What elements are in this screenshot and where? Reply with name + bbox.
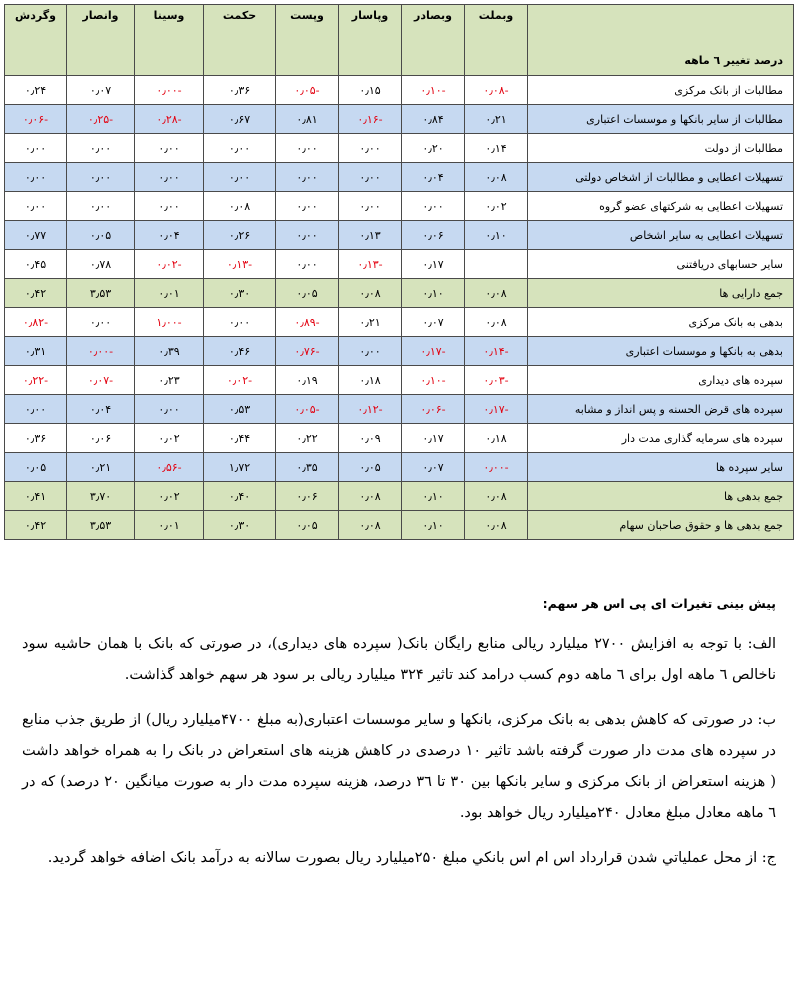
- table-cell: -۰٫۰۸: [465, 76, 528, 105]
- table-cell: ۰٫۲۱: [67, 453, 135, 482]
- table-cell: ۰٫۰۵: [276, 511, 339, 540]
- table-cell: ۰٫۰۸: [204, 192, 276, 221]
- section-heading: پیش بینی تغیرات ای پی اس هر سهم:: [542, 596, 776, 611]
- table-cell: ۰٫۳۵: [276, 453, 339, 482]
- table-row: [5, 134, 794, 163]
- table-cell: ۰٫۳۶: [5, 424, 67, 453]
- table-cell: ۰٫۱۸: [339, 366, 402, 395]
- table-cell: ۰٫۰۶: [276, 482, 339, 511]
- table-cell: ۰٫۱۷: [402, 250, 465, 279]
- table-cell: ۰٫۱۴: [465, 134, 528, 163]
- table-cell: ۰٫۰۰: [67, 192, 135, 221]
- table-cell: -۰٫۱۶: [339, 105, 402, 134]
- table-cell: ۰٫۰۴: [402, 163, 465, 192]
- table-cell: ۰٫۰۰: [135, 134, 204, 163]
- table-cell: -۰٫۰۰: [67, 337, 135, 366]
- table-cell: -۰٫۰۶: [5, 105, 67, 134]
- table-row: [5, 308, 794, 337]
- table-cell: -۰٫۲۸: [135, 105, 204, 134]
- row-label: سپرده های قرض الحسنه و پس انداز و مشابه: [528, 395, 794, 424]
- table-header-row: [5, 5, 794, 76]
- eps-forecast-section: [22, 588, 776, 888]
- table-cell: ۰٫۰۰: [67, 134, 135, 163]
- table-cell: ۳٫۵۳: [67, 279, 135, 308]
- table-cell: ۰٫۶۷: [204, 105, 276, 134]
- table-cell: ۰٫۰۰: [204, 308, 276, 337]
- row-label: جمع بدهی ها و حقوق صاحبان سهام: [528, 511, 794, 540]
- table-row: [5, 163, 794, 192]
- table-cell: -۰٫۷۶: [276, 337, 339, 366]
- table-cell: ۰٫۰۵: [339, 453, 402, 482]
- balance-change-table: [4, 4, 794, 540]
- table-cell: ۰٫۷۸: [67, 250, 135, 279]
- table-cell: ۰٫۰۱: [135, 279, 204, 308]
- table-cell: ۰٫۰۰: [402, 192, 465, 221]
- paragraph-be: ب: در صورتی که کاهش بدهی به بانک مرکزی، بانکها و سایر موسسات اعتباری(به مبلغ ۴۷۰۰میلیارد ریال) از طریق جذب منابع در سپرده های مدت دار صورت گرفته باشد تاثیر ۱۰ درصدی در کاهش هزینه های استعراض در بانک را به همراه خواهد داشت ( هزینه استعراض از بانک مرکزی و سایر بانکها بین ۳۰ تا ۳٦ درصد، هزینه سپرده مدت دار به صورت میانگین ۲۰ درصد) که در ٦ ماهه معادل مبلغ معادل ۲۴۰میلیارد ریال خواهد بود.: [22, 712, 777, 821]
- table-cell: ۰٫۴۴: [204, 424, 276, 453]
- table-cell: -۰٫۰۵: [276, 76, 339, 105]
- table-cell: ۰٫۰۸: [465, 308, 528, 337]
- table-cell: -۰٫۲۲: [5, 366, 67, 395]
- row-label: مطالبات از بانک مرکزی: [528, 76, 794, 105]
- table-cell: ۰٫۴۰: [204, 482, 276, 511]
- table-cell: ۰٫۰۸: [465, 482, 528, 511]
- table-cell: ۰٫۰۰: [5, 192, 67, 221]
- table-cell: ۰٫۰۹: [339, 424, 402, 453]
- column-header: وپست: [276, 5, 339, 76]
- table-cell: ۰٫۰۰: [276, 250, 339, 279]
- table-row: [5, 424, 794, 453]
- row-label: جمع دارایی ها: [528, 279, 794, 308]
- table-cell: ۰٫۰۵: [67, 221, 135, 250]
- table-cell: ۰٫۰۸: [465, 163, 528, 192]
- table-cell: ۰٫۰۰: [135, 192, 204, 221]
- row-label: تسهیلات اعطایی به سایر اشخاص: [528, 221, 794, 250]
- table-cell: -۰٫۰۲: [135, 250, 204, 279]
- table-cell: ۰٫۰۰: [276, 221, 339, 250]
- table-cell: ۰٫۲۳: [135, 366, 204, 395]
- table-cell: -۰٫۱۰: [402, 76, 465, 105]
- table-cell: ۰٫۰۷: [402, 453, 465, 482]
- table-cell: ۰٫۰۰: [339, 134, 402, 163]
- table-cell: -۰٫۰۷: [67, 366, 135, 395]
- table-cell: ۰٫۰۲: [135, 482, 204, 511]
- table-row: [5, 453, 794, 482]
- table-cell: ۰٫۰۸: [339, 482, 402, 511]
- table-cell: ۰٫۳۱: [5, 337, 67, 366]
- table-cell: ۰٫۰۰: [339, 337, 402, 366]
- table-row: [5, 221, 794, 250]
- column-header: وبملت: [465, 5, 528, 76]
- table-cell: ۰٫۲۴: [5, 76, 67, 105]
- table-row: [5, 511, 794, 540]
- table-cell: ۰٫۰۰: [204, 134, 276, 163]
- table-cell: ۰٫۱۰: [465, 221, 528, 250]
- table-cell: ۰٫۸۴: [402, 105, 465, 134]
- table-cell: -۰٫۱۳: [204, 250, 276, 279]
- table-cell: ۰٫۱۷: [402, 424, 465, 453]
- table-cell: ۰٫۰۰: [276, 134, 339, 163]
- paragraph-jim: ج: از محل عملیاتي شدن قرارداد اس ام اس بانکي مبلغ ۲۵۰میلیارد ریال بصورت سالانه به درآمد بانک اضافه خواهد گردید.: [47, 850, 776, 866]
- table-row: [5, 279, 794, 308]
- table-cell: ۰٫۱۰: [402, 511, 465, 540]
- table-cell: -۰٫۲۵: [67, 105, 135, 134]
- table-cell: ۰٫۳۹: [135, 337, 204, 366]
- table-cell: ۰٫۰۰: [67, 308, 135, 337]
- table-cell: ۰٫۰۰: [135, 163, 204, 192]
- paragraph-alef: الف: با توجه به افزایش ۲۷۰۰ میلیارد ریالی منابع رایگان بانک( سپرده های دیداری)، در صورتی که بانک با همان حاشیه سود ناخالص ٦ ماهه اول برای ٦ ماهه دوم کسب درامد کند تاثیر ۳۲۴ میلیارد ریالی بر سود هر سهم خواهد گذاشت.: [22, 636, 776, 683]
- table-cell: ۰٫۰۰: [339, 163, 402, 192]
- table-cell: ۰٫۳۶: [204, 76, 276, 105]
- row-label: سایر حسابهای دریافتنی: [528, 250, 794, 279]
- table-cell: ۰٫۰۲: [465, 192, 528, 221]
- table-cell: ۰٫۰۲: [135, 424, 204, 453]
- table-cell: ۱٫۷۲: [204, 453, 276, 482]
- table-cell: -۰٫۰۵: [276, 395, 339, 424]
- table-cell: ۰٫۴۲: [5, 511, 67, 540]
- table-cell: ۰٫۰۰: [5, 163, 67, 192]
- row-label: مطالبات از دولت: [528, 134, 794, 163]
- table-row: [5, 192, 794, 221]
- table-cell: -۰٫۱۳: [339, 250, 402, 279]
- table-cell: -۰٫۱۴: [465, 337, 528, 366]
- row-label: بدهی به بانکها و موسسات اعتباری: [528, 337, 794, 366]
- table-cell: ۰٫۰۸: [465, 279, 528, 308]
- table-cell: ۰٫۰۰: [339, 192, 402, 221]
- table-cell: ۰٫۸۱: [276, 105, 339, 134]
- table-cell: -۰٫۰۳: [465, 366, 528, 395]
- row-label: جمع بدهی ها: [528, 482, 794, 511]
- table-cell: ۰٫۴۵: [5, 250, 67, 279]
- table-cell: -۰٫۰۲: [204, 366, 276, 395]
- table-cell: ۰٫۰۸: [465, 511, 528, 540]
- table-cell: ۰٫۲۰: [402, 134, 465, 163]
- table-row: [5, 366, 794, 395]
- table-cell: ۰٫۰۰: [67, 163, 135, 192]
- table-cell: -۰٫۸۹: [276, 308, 339, 337]
- table-cell: -۰٫۰۰: [465, 453, 528, 482]
- table-row: [5, 76, 794, 105]
- row-label: تسهیلات اعطایی و مطالبات از اشخاص دولتی: [528, 163, 794, 192]
- table-row: [5, 337, 794, 366]
- table-cell: ۰٫۴۲: [5, 279, 67, 308]
- table-cell: ۰٫۲۲: [276, 424, 339, 453]
- table-cell: ۰٫۲۱: [339, 308, 402, 337]
- column-header: وپاسار: [339, 5, 402, 76]
- table-cell: ۰٫۲۶: [204, 221, 276, 250]
- row-label: سپرده های سرمایه گذاری مدت دار: [528, 424, 794, 453]
- table-cell: ۰٫۰۴: [135, 221, 204, 250]
- row-label: سایر سپرده ها: [528, 453, 794, 482]
- table-cell: ۰٫۱۵: [339, 76, 402, 105]
- table-cell: ۰٫۰۰: [135, 395, 204, 424]
- row-label: تسهیلات اعطایی به شرکتهای عضو گروه: [528, 192, 794, 221]
- table-cell: ۰٫۰۴: [67, 395, 135, 424]
- table-cell: ۰٫۲۱: [465, 105, 528, 134]
- table-cell: ۰٫۰۰: [276, 192, 339, 221]
- table-cell: ۰٫۰۰: [276, 163, 339, 192]
- column-header: وسینا: [135, 5, 204, 76]
- table-cell: ۰٫۰۷: [402, 308, 465, 337]
- row-label: سپرده های دیداری: [528, 366, 794, 395]
- table-cell: ۰٫۰۸: [339, 511, 402, 540]
- column-header: وگردش: [5, 5, 67, 76]
- table-cell: ۰٫۰۷: [67, 76, 135, 105]
- table-cell: ۰٫۴۱: [5, 482, 67, 511]
- table-cell: ۳٫۷۰: [67, 482, 135, 511]
- column-header: حکمت: [204, 5, 276, 76]
- table-cell: -۰٫۱۷: [402, 337, 465, 366]
- table-cell: -۰٫۱۷: [465, 395, 528, 424]
- table-cell: ۰٫۰۰: [204, 163, 276, 192]
- table-cell: ۰٫۳۰: [204, 511, 276, 540]
- table-cell: ۰٫۰۸: [339, 279, 402, 308]
- table-cell: [465, 250, 528, 279]
- row-label: بدهی به بانک مرکزی: [528, 308, 794, 337]
- table-cell: -۰٫۰۰: [135, 76, 204, 105]
- table-cell: -۱٫۰۰: [135, 308, 204, 337]
- table-cell: ۰٫۷۷: [5, 221, 67, 250]
- table-cell: ۰٫۰۶: [402, 221, 465, 250]
- column-header: وانصار: [67, 5, 135, 76]
- table-cell: -۰٫۱۰: [402, 366, 465, 395]
- table-row: [5, 105, 794, 134]
- row-label: مطالبات از سایر بانکها و موسسات اعتباری: [528, 105, 794, 134]
- table-cell: ۰٫۱۳: [339, 221, 402, 250]
- header-title: درصد تغییر ٦ ماهه: [528, 5, 794, 76]
- column-header: وبصادر: [402, 5, 465, 76]
- table-row: [5, 250, 794, 279]
- table-cell: ۰٫۳۰: [204, 279, 276, 308]
- table-cell: ۰٫۰۶: [67, 424, 135, 453]
- table-cell: ۰٫۴۶: [204, 337, 276, 366]
- table-row: [5, 395, 794, 424]
- table-cell: ۰٫۵۳: [204, 395, 276, 424]
- table-cell: ۰٫۱۸: [465, 424, 528, 453]
- table-cell: ۰٫۰۵: [276, 279, 339, 308]
- table-cell: -۰٫۸۲: [5, 308, 67, 337]
- table-cell: ۰٫۱۰: [402, 279, 465, 308]
- table-cell: ۰٫۰۵: [5, 453, 67, 482]
- table-cell: ۰٫۰۰: [5, 134, 67, 163]
- table-cell: -۰٫۱۲: [339, 395, 402, 424]
- table-cell: ۰٫۰۰: [5, 395, 67, 424]
- table-cell: ۳٫۵۳: [67, 511, 135, 540]
- table-cell: -۰٫۰۶: [402, 395, 465, 424]
- table-cell: ۰٫۱۹: [276, 366, 339, 395]
- table-cell: ۰٫۱۰: [402, 482, 465, 511]
- table-cell: -۰٫۵۶: [135, 453, 204, 482]
- table-cell: ۰٫۰۱: [135, 511, 204, 540]
- table-row: [5, 482, 794, 511]
